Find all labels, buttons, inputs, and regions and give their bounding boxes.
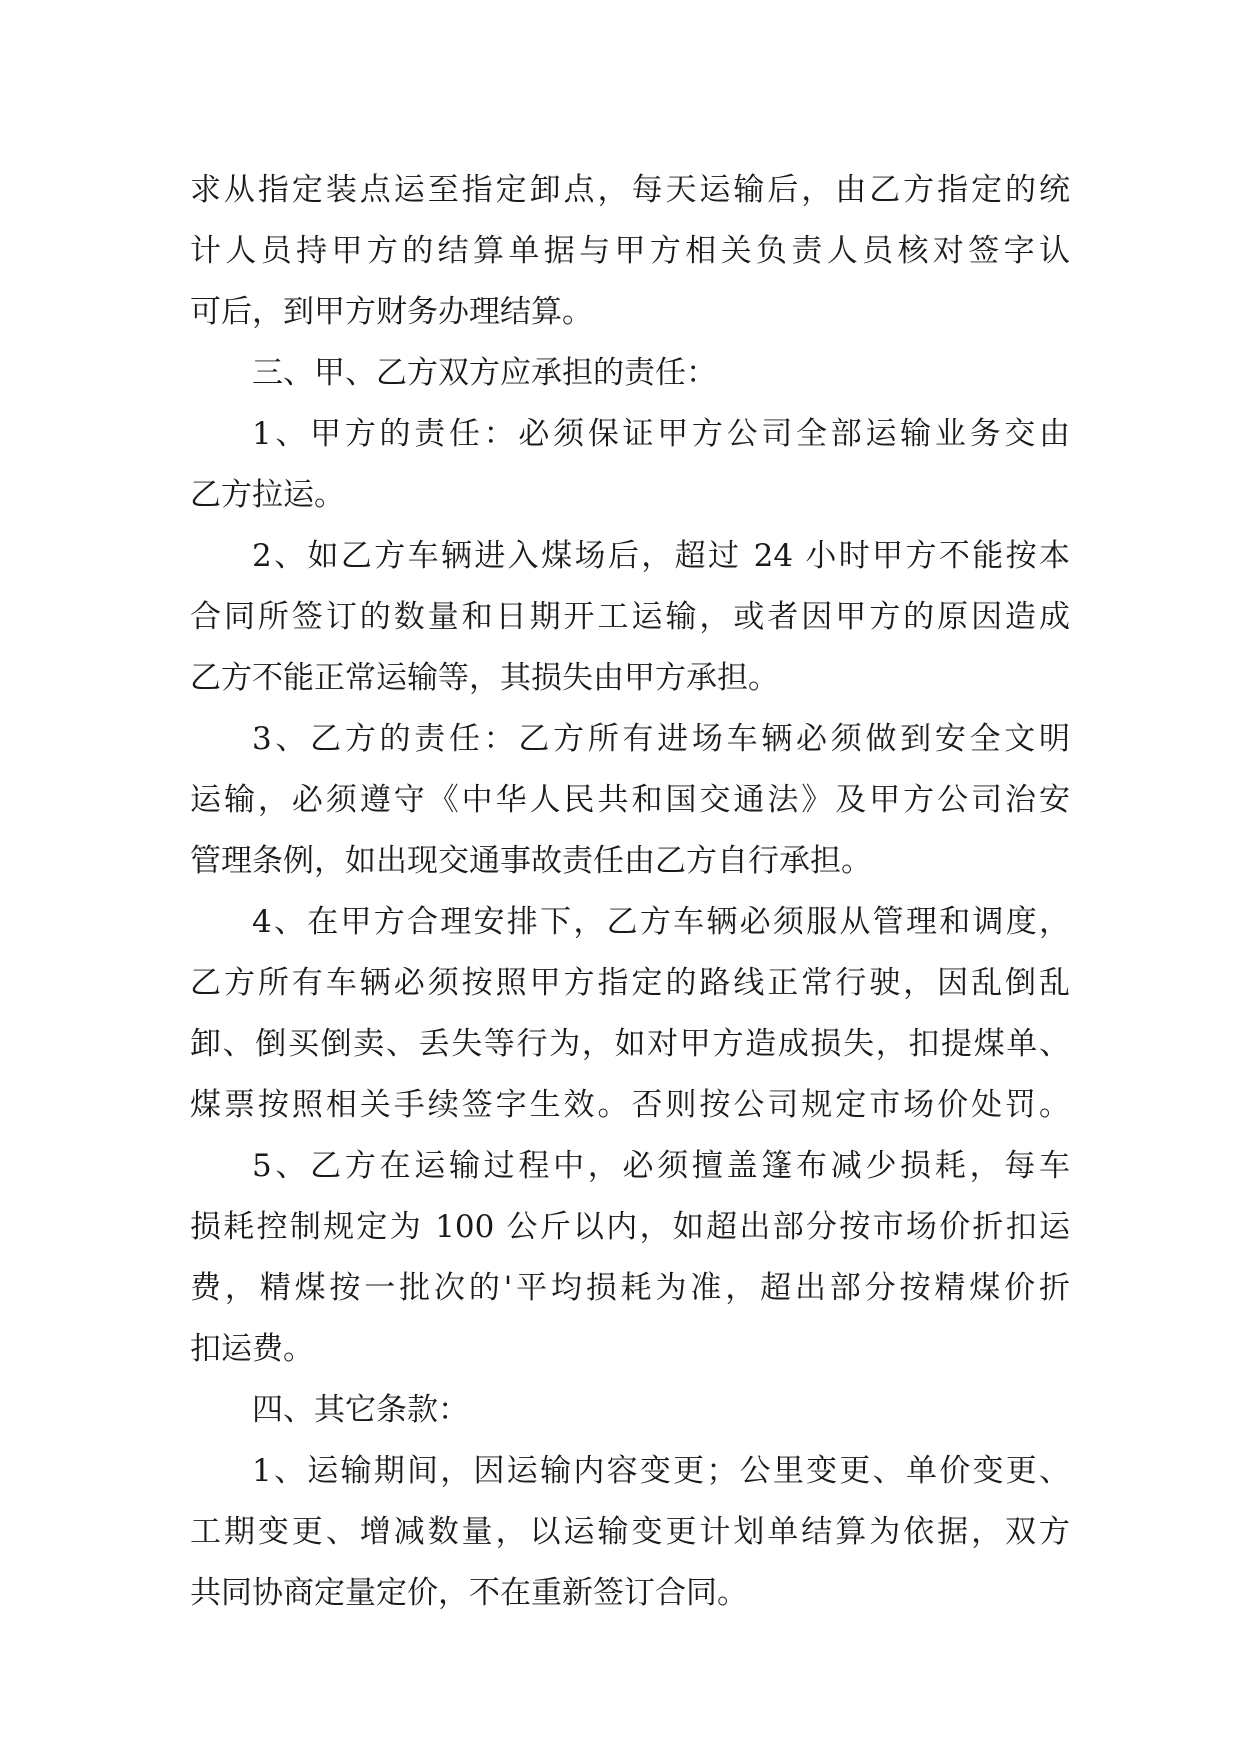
paragraph-line: 2、如乙方车辆进入煤场后，超过 24 小时甲方不能按本 bbox=[252, 538, 1070, 574]
paragraph-line: 费，精煤按一批次的'平均损耗为准，超出部分按精煤价折 bbox=[190, 1270, 1070, 1306]
paragraph-line: 乙方不能正常运输等，其损失由甲方承担。 bbox=[190, 660, 779, 696]
paragraph-line: 4、在甲方合理安排下，乙方车辆必须服从管理和调度， bbox=[252, 904, 1070, 940]
paragraph-line: 扣运费。 bbox=[190, 1331, 314, 1367]
paragraph-line: 3、乙方的责任：乙方所有进场车辆必须做到安全文明 bbox=[252, 721, 1070, 757]
section-heading: 三、甲、乙方双方应承担的责任： bbox=[252, 355, 717, 391]
paragraph-line: 可后，到甲方财务办理结算。 bbox=[190, 294, 593, 330]
paragraph-line: 5、乙方在运输过程中，必须擅盖篷布减少损耗，每车 bbox=[252, 1148, 1070, 1184]
paragraph-line: 计人员持甲方的结算单据与甲方相关负责人员核对签字认 bbox=[190, 233, 1070, 269]
document-body bbox=[190, 160, 1070, 1624]
paragraph-line: 运输，必须遵守《中华人民共和国交通法》及甲方公司治安 bbox=[190, 782, 1070, 818]
paragraph-line: 共同协商定量定价，不在重新签订合同。 bbox=[190, 1575, 748, 1611]
paragraph-line: 乙方拉运。 bbox=[190, 477, 345, 513]
paragraph-line: 工期变更、增减数量，以运输变更计划单结算为依据，双方 bbox=[190, 1514, 1070, 1550]
section-heading: 四、其它条款： bbox=[252, 1392, 469, 1428]
paragraph-line: 卸、倒买倒卖、丢失等行为，如对甲方造成损失，扣提煤单、 bbox=[190, 1026, 1070, 1062]
paragraph-line: 煤票按照相关手续签字生效。否则按公司规定市场价处罚。 bbox=[190, 1087, 1070, 1123]
paragraph-line: 合同所签订的数量和日期开工运输，或者因甲方的原因造成 bbox=[190, 599, 1070, 635]
paragraph-line: 1、甲方的责任：必须保证甲方公司全部运输业务交由 bbox=[252, 416, 1070, 452]
paragraph-line: 损耗控制规定为 100 公斤以内，如超出部分按市场价折扣运 bbox=[190, 1209, 1070, 1245]
paragraph-line: 1、运输期间，因运输内容变更；公里变更、单价变更、 bbox=[252, 1453, 1070, 1489]
paragraph-line: 求从指定装点运至指定卸点，每天运输后，由乙方指定的统 bbox=[190, 172, 1070, 208]
paragraph-line: 乙方所有车辆必须按照甲方指定的路线正常行驶，因乱倒乱 bbox=[190, 965, 1070, 1001]
paragraph-line: 管理条例，如出现交通事故责任由乙方自行承担。 bbox=[190, 843, 872, 879]
